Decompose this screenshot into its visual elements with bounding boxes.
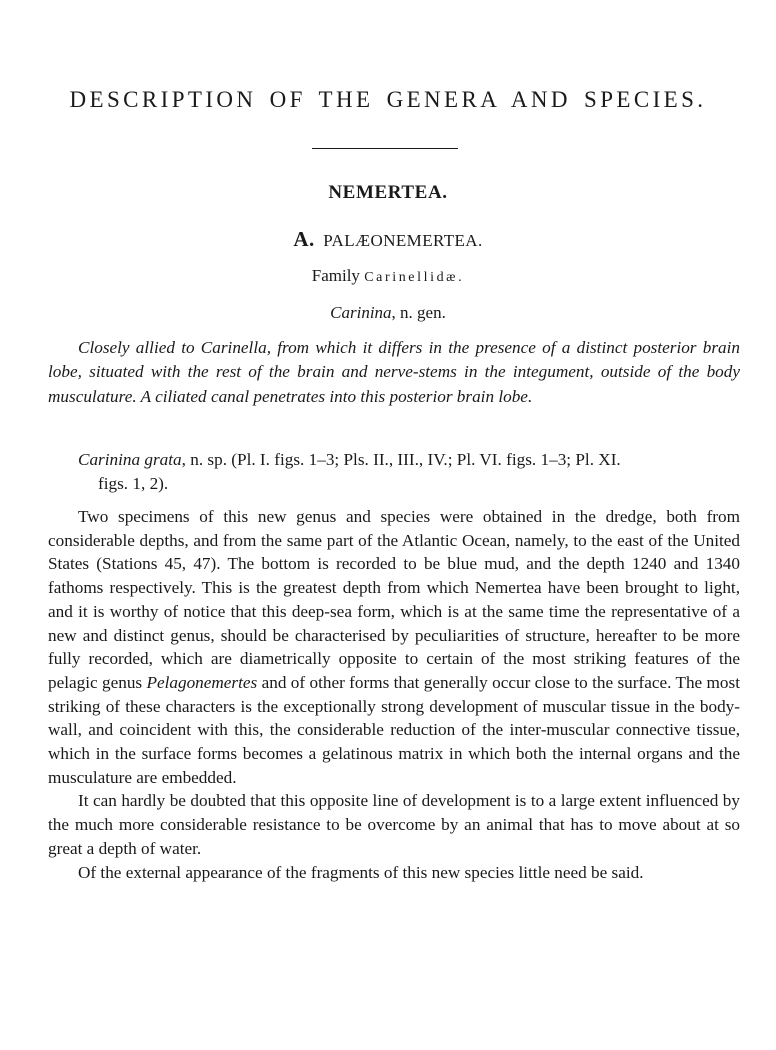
order-heading: [0, 227, 776, 252]
genus-diagnosis: Closely allied to Carinella, from which it differs in the presence of a distinct posterior brain lobe, situated with the rest of the brain and nerve-stems in the integument, outside of the body musculature. A ciliated canal penetrates into this posterior brain lobe.: [48, 338, 740, 406]
species-heading: [48, 448, 740, 497]
species-plate-refs-continued: figs. 1, 2).: [98, 474, 169, 494]
genus-heading: [0, 303, 776, 323]
paragraph-2: It can hardly be doubted that this opposite line of development is to a large extent influenced by the much more considerable resistance to be overcome by an animal that has to move about at so great a depth of water.: [48, 791, 740, 858]
family-heading: [0, 266, 776, 286]
running-title: DESCRIPTION OF THE GENERA AND SPECIES.: [69, 87, 707, 112]
paragraph-3: Of the external appearance of the fragments of this new species little need be said.: [78, 862, 644, 882]
body-text: [48, 505, 740, 884]
paragraph-1: [48, 505, 740, 789]
paragraph-1-part-a: Two specimens of this new genus and species were obtained in the dredge, both from considerable depths, and from the same part of the Atlantic Ocean, namely, to the east of the United States (Stations 45, 47). The bottom is recorded to be blue mud, and the depth 1240 and 1340 fathoms respectively. This is the greatest depth from which Nemertea have been brought to light, and it is worthy of notice that this deep-sea form, which is at the same time the representative of a new and distinct genus, should be characterised by peculiarities of structure, hereafter to be more fully recorded, which are diametrically opposite to certain of the most striking features of the pelagic genus: [48, 507, 740, 692]
title-rule: [312, 148, 458, 149]
order-letter: A.: [293, 227, 315, 251]
family-prefix: Family: [311, 266, 360, 285]
order-name: PALÆONEMERTEA.: [323, 231, 483, 250]
genus-name: Carinina: [330, 303, 392, 322]
paragraph-1-part-b: and of other forms that generally occur close to the surface. The most striking of these characters is the exceptionally strong development of muscular tissue in the body-wall, and coincident with this, the considerable reduction of the inter-muscular connective tissue, which in the surface forms becomes a gelatinous matrix in which both the internal organs and the musculature are embedded.: [48, 672, 740, 787]
genus-suffix: , n. gen.: [391, 303, 446, 322]
paragraph-1-genus: Pelagonemertes: [146, 672, 258, 692]
class-heading: NEMERTEA.: [328, 182, 448, 203]
family-name: Carinellidæ.: [364, 270, 465, 285]
species-name: Carinina grata: [78, 450, 182, 469]
species-plate-refs: , n. sp. (Pl. I. figs. 1–3; Pls. II., III., IV.; Pl. VI. figs. 1–3; Pl. XI.: [181, 450, 621, 469]
